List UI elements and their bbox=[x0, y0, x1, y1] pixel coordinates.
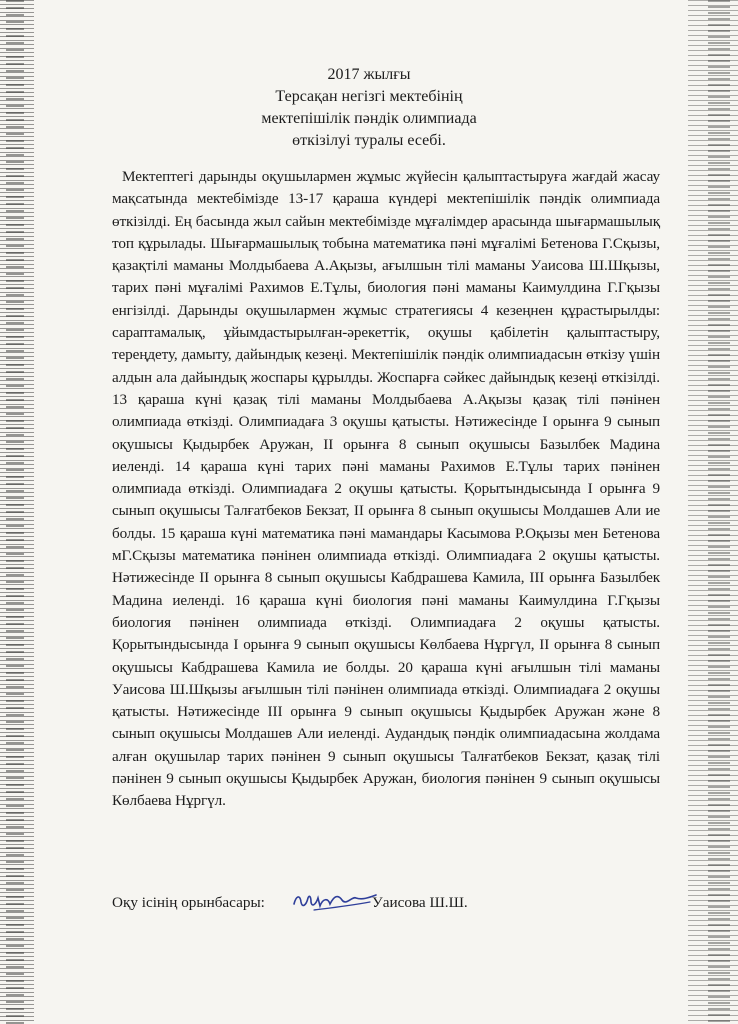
report-body bbox=[112, 166, 660, 813]
signature-row bbox=[112, 892, 612, 922]
header-year: 2017 жылғы bbox=[327, 66, 411, 83]
signature-name: Уаисова Ш.Ш. bbox=[372, 894, 468, 911]
signature-label: Оқу ісінің орынбасары: bbox=[112, 894, 265, 911]
header-event: мектепішілік пәндік олимпиада bbox=[261, 110, 477, 127]
report-paragraph: Мектептегі дарынды оқушылармен жұмыс жүйесін қалыптастыруға жағдай жасау мақсатында мектебімізде 13-17 қараша күндері мектепішілік пәндік олимпиада өткізілді. Ең басында жыл сайын мектебімізде мұғалімдер арасында шығармашылық топ құрылады. Шығармашылық тобына математика пәні мұғалімі Бетенова Г.Сқызы, қазақтілі маманы Молдыбаева А.Ақызы, ағылшын тілі маманы Уаисова Ш.Шқызы, тарих пәні мұғалімі Рахимов Е.Тұлы, биология пәні маманы Каимулдина Г.Гқызы енгізілді. Дарынды оқушылармен жұмыс стратегиясы 4 кезеңнен құрастырылды: сараптамалық, ұйымдастырылған-әрекеттік, оқушы қабілетін қалыптастыру, тереңдету, дамыту, дайындық кезеңі. Мектепішілік пәндік олимпиадасын өткізу үшін алдын ала дайындық жоспары құрылды. Жоспарға сәйкес дайындық кезеңі өткізілді. 13 қараша күні қазақ тілі маманы Молдыбаева А.Ақызы қазақ тілі пәнінен олимпиада өткізді. Олимпиадаға 3 оқушы қатысты. Нәтижесінде I орынға 9 сынып оқушысы Қыдырбек Аружан, II орынға 8 сынып оқушысы Базылбек Мадина иеленді. 14 қараша күні тарих пәні маманы Рахимов Е.Тұлы тарих пәнінен олимпиада өткізді. Олимпиадаға 2 оқушы қатысты. Қорытындысында I орынға 9 сынып оқушысы Талғатбеков Бекзат, II орынға 8 сынып оқушысы Молдашев Али ие болды. 15 қараша күні математика пәні мамандары Касымова Р.Оқызы мен Бетенова мГ.Сқызы математика пәнінен олимпиада өткізді. Олимпиадаға 2 оқушы қатысты. Нәтижесінде II орынға 8 сынып оқушысы Кабдрашева Камила, III орынға Базылбек Мадина иеленді. 16 қараша күні биология пәні маманы Каимулдина Г.Гқызы биология пәнінен олимпиада өткізді. Олимпиадаға 2 оқушы қатысты. Қорытындысында I орынға 9 сынып оқушысы Көлбаева Нұргүл, II орынға 8 сынып оқушысы Кабдрашева Камила ие болды. 20 қараша күні ағылшын тілі маманы Уаисова Ш.Шқызы ағылшын тілі пәнінен олимпиада өткізді. Олимпиадаға 2 оқушы қатысты. Нәтижесінде III орынға 9 сынып оқушысы Қыдырбек Аружан және 8 сынып оқушысы Молдашев Али иеленді. Аудандық пәндік олимпиадасына жолдама алған оқушылар тарих пәнінен 9 сынып оқушысы Талғатбеков Бекзат, қазақ тілі пәнінен 9 сынып оқушысы Қыдырбек Аружан, биология пәнінен 9 сынып оқушысы Көлбаева Нұргүл. bbox=[112, 168, 660, 810]
header-report-title: өткізілуі туралы есебі. bbox=[292, 132, 446, 149]
header-school: Терсақан негізгі мектебінің bbox=[275, 88, 463, 105]
scan-streaks-right bbox=[688, 0, 738, 1024]
scan-streaks-left bbox=[0, 0, 34, 1024]
handwritten-signature bbox=[290, 886, 380, 918]
document-header bbox=[0, 64, 738, 152]
